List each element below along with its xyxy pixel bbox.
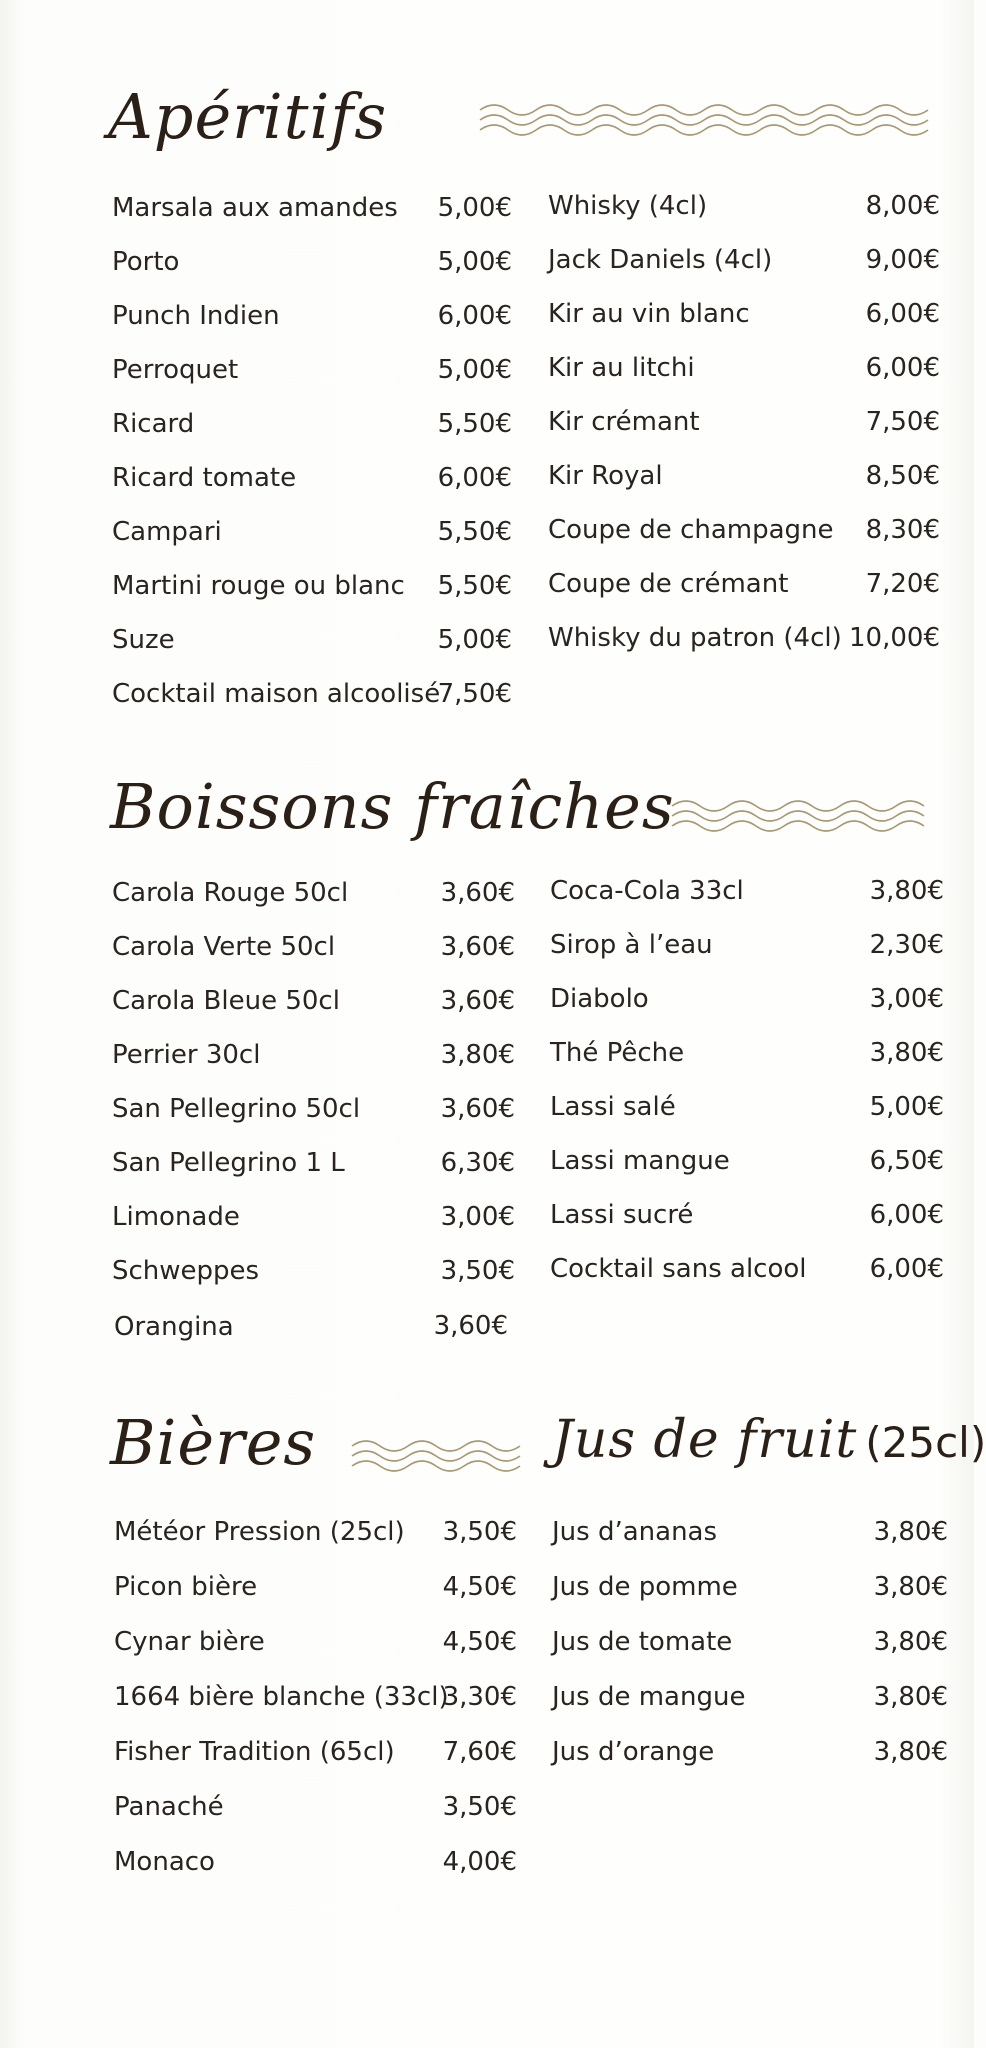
menu-item-name: Coca-Cola 33cl <box>550 876 744 906</box>
menu-item-name: Perroquet <box>112 355 239 385</box>
menu-item-price: 8,00€ <box>865 191 940 221</box>
menu-item-name: Marsala aux amandes <box>112 193 398 223</box>
menu-item-name: Météor Pression (25cl) <box>114 1517 405 1547</box>
menu-item-price: 3,80€ <box>873 1682 948 1712</box>
menu-item-price: 6,00€ <box>865 353 940 383</box>
menu-item-name: Carola Verte 50cl <box>112 932 336 962</box>
menu-item-name: Jus de tomate <box>552 1627 733 1657</box>
menu-item-price: 3,80€ <box>869 1038 944 1068</box>
menu-item-price: 6,00€ <box>865 299 940 329</box>
menu-item-price: 3,50€ <box>440 1256 515 1286</box>
menu-item-name: 1664 bière blanche (33cl) <box>114 1682 449 1712</box>
menu-item-name: Porto <box>112 247 180 277</box>
menu-item-name: Suze <box>112 625 175 655</box>
jus-title-text: Jus de fruit <box>552 1410 858 1470</box>
menu-item-name: Cynar bière <box>114 1627 265 1657</box>
menu-item-price: 3,60€ <box>433 1311 508 1341</box>
menu-item-price: 3,80€ <box>873 1517 948 1547</box>
menu-item-price: 4,50€ <box>442 1572 517 1602</box>
menu-item-name: Panaché <box>114 1792 224 1822</box>
wave-divider-boissons <box>672 796 942 840</box>
menu-item-name: Lassi salé <box>550 1092 676 1122</box>
wave-divider-bieres <box>352 1436 528 1480</box>
menu-item-name: Lassi sucré <box>550 1200 694 1230</box>
menu-item-price: 6,30€ <box>440 1148 515 1178</box>
menu-item-name: Jus de pomme <box>552 1572 738 1602</box>
menu-item-price: 3,50€ <box>442 1792 517 1822</box>
menu-item-price: 3,60€ <box>440 1094 515 1124</box>
menu-item-name: Cocktail sans alcool <box>550 1254 807 1284</box>
menu-item-price: 7,20€ <box>865 569 940 599</box>
menu-item-price: 3,00€ <box>869 984 944 1014</box>
menu-item-price: 8,50€ <box>865 461 940 491</box>
menu-item-name: Jus de mangue <box>552 1682 746 1712</box>
menu-item-price: 3,60€ <box>440 986 515 1016</box>
menu-item-name: Jus d’ananas <box>552 1517 718 1547</box>
menu-item-price: 5,00€ <box>437 193 512 223</box>
menu-item-price: 7,60€ <box>442 1737 517 1767</box>
menu-item-name: Punch Indien <box>112 301 280 331</box>
menu-item-name: Thé Pêche <box>550 1038 685 1068</box>
menu-item-name: Lassi mangue <box>550 1146 730 1176</box>
menu-item-price: 4,50€ <box>442 1627 517 1657</box>
menu-item-price: 3,60€ <box>440 878 515 908</box>
section-title-boissons: Boissons fraîches <box>110 770 675 843</box>
menu-item-name: Jack Daniels (4cl) <box>548 245 773 275</box>
menu-item-price: 5,50€ <box>437 409 512 439</box>
menu-item-price: 10,00€ <box>849 623 940 653</box>
menu-item-name: Martini rouge ou blanc <box>112 571 405 601</box>
menu-item-name: Picon bière <box>114 1572 258 1602</box>
menu-item-price: 2,30€ <box>869 930 944 960</box>
menu-item-name: Campari <box>112 517 222 547</box>
menu-item-price: 4,00€ <box>442 1847 517 1877</box>
menu-item-name: Whisky du patron (4cl) <box>548 623 842 653</box>
menu-item-price: 5,00€ <box>869 1092 944 1122</box>
menu-item-price: 7,50€ <box>437 679 512 709</box>
menu-item-price: 5,50€ <box>437 517 512 547</box>
menu-item-name: Carola Rouge 50cl <box>112 878 349 908</box>
menu-item-name: Cocktail maison alcoolisé <box>112 679 441 709</box>
menu-item-name: Orangina <box>114 1312 234 1342</box>
menu-item-name: Jus d’orange <box>552 1737 715 1767</box>
menu-item-price: 3,60€ <box>440 932 515 962</box>
menu-item-price: 6,00€ <box>869 1200 944 1230</box>
menu-item-price: 9,00€ <box>865 245 940 275</box>
menu-item-price: 7,50€ <box>865 407 940 437</box>
menu-item-name: San Pellegrino 50cl <box>112 1094 361 1124</box>
menu-item-price: 6,00€ <box>869 1254 944 1284</box>
menu-item-name: Kir au litchi <box>548 353 695 383</box>
menu-item-name: Whisky (4cl) <box>548 191 708 221</box>
menu-item-price: 3,80€ <box>873 1737 948 1767</box>
menu-item-name: Ricard tomate <box>112 463 297 493</box>
menu-item-price: 3,80€ <box>869 876 944 906</box>
menu-item-name: Diabolo <box>550 984 649 1014</box>
menu-item-price: 6,00€ <box>437 463 512 493</box>
menu-item-price: 5,00€ <box>437 247 512 277</box>
jus-title-suffix: (25cl) <box>865 1418 986 1467</box>
menu-item-name: Schweppes <box>112 1256 260 1286</box>
menu-item-name: Coupe de crémant <box>548 569 789 599</box>
menu-item-price: 3,80€ <box>440 1040 515 1070</box>
menu-item-price: 3,80€ <box>873 1627 948 1657</box>
menu-item-name: Carola Bleue 50cl <box>112 986 340 1016</box>
section-title-bieres: Bières <box>110 1406 317 1479</box>
menu-item-name: Perrier 30cl <box>112 1040 261 1070</box>
menu-item-price: 5,00€ <box>437 355 512 385</box>
menu-item-name: Fisher Tradition (65cl) <box>114 1737 395 1767</box>
section-title-aperitifs: Apéritifs <box>108 80 388 153</box>
menu-item-name: Sirop à l’eau <box>550 930 713 960</box>
menu-item-price: 8,30€ <box>865 515 940 545</box>
menu-item-name: Kir au vin blanc <box>548 299 750 329</box>
menu-item-name: San Pellegrino 1 L <box>112 1148 345 1178</box>
menu-item-price: 5,00€ <box>437 625 512 655</box>
menu-item-price: 3,30€ <box>442 1682 517 1712</box>
menu-item-name: Coupe de champagne <box>548 515 834 545</box>
menu-item-price: 6,00€ <box>437 301 512 331</box>
menu-item-price: 3,00€ <box>440 1202 515 1232</box>
menu-item-name: Kir Royal <box>548 461 663 491</box>
section-title-jus <box>552 1410 986 1470</box>
wave-divider-aperitifs <box>480 100 940 144</box>
menu-item-price: 5,50€ <box>437 571 512 601</box>
menu-item-price: 6,50€ <box>869 1146 944 1176</box>
menu-item-price: 3,80€ <box>873 1572 948 1602</box>
menu-item-price: 3,50€ <box>442 1517 517 1547</box>
menu-item-name: Ricard <box>112 409 195 439</box>
menu-item-name: Kir crémant <box>548 407 700 437</box>
menu-item-name: Limonade <box>112 1202 240 1232</box>
menu-item-name: Monaco <box>114 1847 215 1877</box>
